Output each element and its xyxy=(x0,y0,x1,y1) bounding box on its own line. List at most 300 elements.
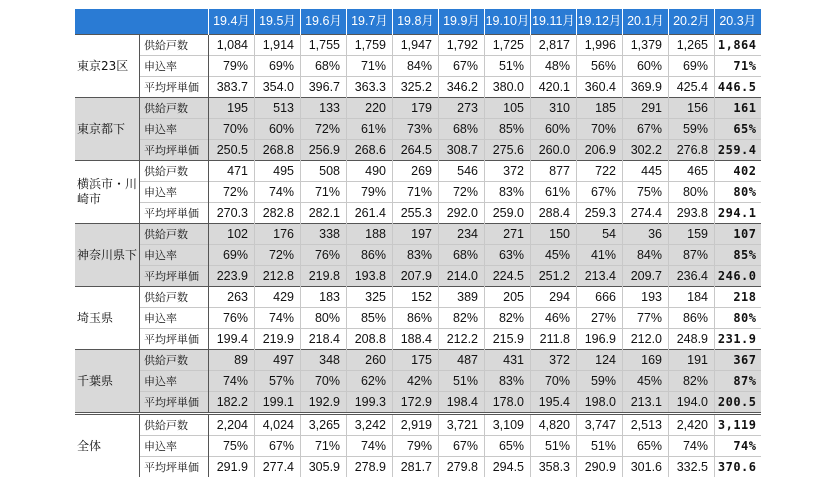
value-cell: 74% xyxy=(255,182,301,203)
value-cell: 72% xyxy=(301,119,347,140)
value-cell: 1,725 xyxy=(485,35,531,56)
value-cell: 75% xyxy=(623,182,669,203)
value-cell: 219.8 xyxy=(301,266,347,287)
value-cell: 383.7 xyxy=(209,77,255,98)
value-cell: 3,109 xyxy=(485,414,531,436)
value-cell: 310 xyxy=(531,98,577,119)
region-label: 東京都下 xyxy=(75,98,140,161)
value-cell: 471 xyxy=(209,161,255,182)
value-cell: 263 xyxy=(209,287,255,308)
value-cell: 67% xyxy=(439,56,485,77)
value-cell: 1,084 xyxy=(209,35,255,56)
value-cell: 195 xyxy=(209,98,255,119)
value-cell: 508 xyxy=(301,161,347,182)
value-cell: 169 xyxy=(623,350,669,371)
value-cell: 1,379 xyxy=(623,35,669,56)
value-cell: 67% xyxy=(439,436,485,457)
value-cell: 199.1 xyxy=(255,392,301,414)
value-cell: 86% xyxy=(347,245,393,266)
value-cell: 156 xyxy=(669,98,715,119)
value-cell: 206.9 xyxy=(577,140,623,161)
value-cell: 213.1 xyxy=(623,392,669,414)
value-cell: 67% xyxy=(255,436,301,457)
value-cell: 1,947 xyxy=(393,35,439,56)
value-cell: 396.7 xyxy=(301,77,347,98)
region-label: 横浜市・川崎市 xyxy=(75,161,140,224)
value-cell: 86% xyxy=(669,308,715,329)
value-cell: 172.9 xyxy=(393,392,439,414)
region-label: 埼玉県 xyxy=(75,287,140,350)
value-cell: 192.9 xyxy=(301,392,347,414)
value-cell: 212.2 xyxy=(439,329,485,350)
value-cell: 87% xyxy=(715,371,761,392)
value-cell: 291.9 xyxy=(209,457,255,478)
metric-label: 平均坪単価 xyxy=(140,77,209,98)
value-cell: 268.6 xyxy=(347,140,393,161)
value-cell: 270.3 xyxy=(209,203,255,224)
value-cell: 429 xyxy=(255,287,301,308)
value-cell: 80% xyxy=(715,182,761,203)
value-cell: 276.8 xyxy=(669,140,715,161)
value-cell: 79% xyxy=(347,182,393,203)
value-cell: 292.0 xyxy=(439,203,485,224)
value-cell: 42% xyxy=(393,371,439,392)
value-cell: 74% xyxy=(715,436,761,457)
value-cell: 107 xyxy=(715,224,761,245)
value-cell: 214.0 xyxy=(439,266,485,287)
value-cell: 207.9 xyxy=(393,266,439,287)
value-cell: 281.7 xyxy=(393,457,439,478)
value-cell: 188 xyxy=(347,224,393,245)
value-cell: 369.9 xyxy=(623,77,669,98)
month-header: 19.10月 xyxy=(485,9,531,35)
value-cell: 1,864 xyxy=(715,35,761,56)
value-cell: 84% xyxy=(623,245,669,266)
metric-label: 供給戸数 xyxy=(140,287,209,308)
value-cell: 208.8 xyxy=(347,329,393,350)
value-cell: 360.4 xyxy=(577,77,623,98)
value-cell: 105 xyxy=(485,98,531,119)
value-cell: 2,420 xyxy=(669,414,715,436)
value-cell: 51% xyxy=(577,436,623,457)
value-cell: 48% xyxy=(531,56,577,77)
value-cell: 82% xyxy=(485,308,531,329)
value-cell: 372 xyxy=(531,350,577,371)
value-cell: 124 xyxy=(577,350,623,371)
value-cell: 70% xyxy=(301,371,347,392)
metric-label: 平均坪単価 xyxy=(140,329,209,350)
value-cell: 46% xyxy=(531,308,577,329)
table-row xyxy=(75,140,761,161)
value-cell: 71% xyxy=(715,56,761,77)
value-cell: 51% xyxy=(531,436,577,457)
value-cell: 259.3 xyxy=(577,203,623,224)
value-cell: 490 xyxy=(347,161,393,182)
value-cell: 259.0 xyxy=(485,203,531,224)
value-cell: 61% xyxy=(531,182,577,203)
value-cell: 246.0 xyxy=(715,266,761,287)
value-cell: 89 xyxy=(209,350,255,371)
value-cell: 282.8 xyxy=(255,203,301,224)
month-header: 19.11月 xyxy=(531,9,577,35)
value-cell: 71% xyxy=(347,56,393,77)
value-cell: 74% xyxy=(255,308,301,329)
value-cell: 3,265 xyxy=(301,414,347,436)
value-cell: 72% xyxy=(255,245,301,266)
header-row xyxy=(75,9,761,35)
value-cell: 495 xyxy=(255,161,301,182)
table-body xyxy=(75,35,761,478)
value-cell: 271 xyxy=(485,224,531,245)
metric-label: 供給戸数 xyxy=(140,161,209,182)
value-cell: 546 xyxy=(439,161,485,182)
value-cell: 175 xyxy=(393,350,439,371)
value-cell: 75% xyxy=(209,436,255,457)
table-row xyxy=(75,414,761,436)
value-cell: 4,820 xyxy=(531,414,577,436)
value-cell: 79% xyxy=(209,56,255,77)
value-cell: 61% xyxy=(347,119,393,140)
value-cell: 3,119 xyxy=(715,414,761,436)
value-cell: 27% xyxy=(577,308,623,329)
month-header: 19.7月 xyxy=(347,9,393,35)
value-cell: 2,513 xyxy=(623,414,669,436)
value-cell: 420.1 xyxy=(531,77,577,98)
month-header: 19.5月 xyxy=(255,9,301,35)
value-cell: 67% xyxy=(623,119,669,140)
metric-label: 申込率 xyxy=(140,56,209,77)
value-cell: 70% xyxy=(577,119,623,140)
value-cell: 51% xyxy=(485,56,531,77)
value-cell: 178.0 xyxy=(485,392,531,414)
value-cell: 80% xyxy=(301,308,347,329)
value-cell: 465 xyxy=(669,161,715,182)
value-cell: 80% xyxy=(669,182,715,203)
value-cell: 212.0 xyxy=(623,329,669,350)
value-cell: 290.9 xyxy=(577,457,623,478)
value-cell: 402 xyxy=(715,161,761,182)
value-cell: 205 xyxy=(485,287,531,308)
value-cell: 74% xyxy=(209,371,255,392)
value-cell: 389 xyxy=(439,287,485,308)
value-cell: 301.6 xyxy=(623,457,669,478)
value-cell: 251.2 xyxy=(531,266,577,287)
value-cell: 68% xyxy=(439,119,485,140)
value-cell: 380.0 xyxy=(485,77,531,98)
value-cell: 60% xyxy=(255,119,301,140)
value-cell: 250.5 xyxy=(209,140,255,161)
value-cell: 69% xyxy=(669,56,715,77)
value-cell: 196.9 xyxy=(577,329,623,350)
value-cell: 86% xyxy=(393,308,439,329)
value-cell: 176 xyxy=(255,224,301,245)
value-cell: 1,792 xyxy=(439,35,485,56)
value-cell: 83% xyxy=(485,182,531,203)
value-cell: 152 xyxy=(393,287,439,308)
value-cell: 87% xyxy=(669,245,715,266)
metric-label: 供給戸数 xyxy=(140,98,209,119)
value-cell: 79% xyxy=(393,436,439,457)
table-row xyxy=(75,371,761,392)
value-cell: 198.0 xyxy=(577,392,623,414)
metric-label: 平均坪単価 xyxy=(140,457,209,478)
value-cell: 84% xyxy=(393,56,439,77)
value-cell: 83% xyxy=(393,245,439,266)
value-cell: 282.1 xyxy=(301,203,347,224)
sales-data-table xyxy=(75,9,761,477)
value-cell: 220 xyxy=(347,98,393,119)
value-cell: 82% xyxy=(669,371,715,392)
value-cell: 325.2 xyxy=(393,77,439,98)
value-cell: 291 xyxy=(623,98,669,119)
value-cell: 288.4 xyxy=(531,203,577,224)
value-cell: 2,817 xyxy=(531,35,577,56)
value-cell: 85% xyxy=(485,119,531,140)
value-cell: 60% xyxy=(623,56,669,77)
value-cell: 77% xyxy=(623,308,669,329)
value-cell: 83% xyxy=(485,371,531,392)
metric-label: 平均坪単価 xyxy=(140,140,209,161)
table-row xyxy=(75,98,761,119)
table-row xyxy=(75,436,761,457)
value-cell: 348 xyxy=(301,350,347,371)
region-label: 東京23区 xyxy=(75,35,140,98)
value-cell: 1,996 xyxy=(577,35,623,56)
month-header: 20.1月 xyxy=(623,9,669,35)
value-cell: 74% xyxy=(347,436,393,457)
value-cell: 73% xyxy=(393,119,439,140)
value-cell: 212.8 xyxy=(255,266,301,287)
value-cell: 211.8 xyxy=(531,329,577,350)
table-row xyxy=(75,119,761,140)
table-row xyxy=(75,329,761,350)
value-cell: 69% xyxy=(255,56,301,77)
value-cell: 85% xyxy=(347,308,393,329)
value-cell: 325 xyxy=(347,287,393,308)
value-cell: 260.0 xyxy=(531,140,577,161)
value-cell: 877 xyxy=(531,161,577,182)
value-cell: 65% xyxy=(485,436,531,457)
value-cell: 370.6 xyxy=(715,457,761,478)
table-row xyxy=(75,182,761,203)
value-cell: 179 xyxy=(393,98,439,119)
corner-cell xyxy=(75,9,140,35)
table-row xyxy=(75,245,761,266)
table-row xyxy=(75,35,761,56)
value-cell: 445 xyxy=(623,161,669,182)
value-cell: 63% xyxy=(485,245,531,266)
value-cell: 274.4 xyxy=(623,203,669,224)
value-cell: 80% xyxy=(715,308,761,329)
value-cell: 41% xyxy=(577,245,623,266)
value-cell: 302.2 xyxy=(623,140,669,161)
value-cell: 372 xyxy=(485,161,531,182)
value-cell: 1,755 xyxy=(301,35,347,56)
value-cell: 308.7 xyxy=(439,140,485,161)
value-cell: 363.3 xyxy=(347,77,393,98)
metric-label: 申込率 xyxy=(140,119,209,140)
region-label: 神奈川県下 xyxy=(75,224,140,287)
metric-label: 供給戸数 xyxy=(140,350,209,371)
value-cell: 72% xyxy=(439,182,485,203)
table-row xyxy=(75,266,761,287)
value-cell: 188.4 xyxy=(393,329,439,350)
value-cell: 294.1 xyxy=(715,203,761,224)
metric-label: 申込率 xyxy=(140,182,209,203)
value-cell: 218.4 xyxy=(301,329,347,350)
metric-label: 平均坪単価 xyxy=(140,392,209,414)
value-cell: 293.8 xyxy=(669,203,715,224)
value-cell: 446.5 xyxy=(715,77,761,98)
value-cell: 59% xyxy=(669,119,715,140)
table-row xyxy=(75,350,761,371)
value-cell: 213.4 xyxy=(577,266,623,287)
value-cell: 59% xyxy=(577,371,623,392)
value-cell: 74% xyxy=(669,436,715,457)
value-cell: 358.3 xyxy=(531,457,577,478)
value-cell: 234 xyxy=(439,224,485,245)
value-cell: 236.4 xyxy=(669,266,715,287)
value-cell: 431 xyxy=(485,350,531,371)
value-cell: 85% xyxy=(715,245,761,266)
value-cell: 161 xyxy=(715,98,761,119)
value-cell: 159 xyxy=(669,224,715,245)
value-cell: 102 xyxy=(209,224,255,245)
metric-label: 供給戸数 xyxy=(140,224,209,245)
value-cell: 183 xyxy=(301,287,347,308)
month-header: 19.9月 xyxy=(439,9,485,35)
month-header: 19.8月 xyxy=(393,9,439,35)
value-cell: 223.9 xyxy=(209,266,255,287)
value-cell: 666 xyxy=(577,287,623,308)
table-row xyxy=(75,308,761,329)
table-row xyxy=(75,224,761,245)
value-cell: 67% xyxy=(577,182,623,203)
value-cell: 195.4 xyxy=(531,392,577,414)
value-cell: 256.9 xyxy=(301,140,347,161)
metric-label: 供給戸数 xyxy=(140,35,209,56)
month-header: 19.6月 xyxy=(301,9,347,35)
value-cell: 51% xyxy=(439,371,485,392)
value-cell: 1,914 xyxy=(255,35,301,56)
metric-label: 平均坪単価 xyxy=(140,203,209,224)
value-cell: 231.9 xyxy=(715,329,761,350)
metric-label: 申込率 xyxy=(140,308,209,329)
metric-label: 供給戸数 xyxy=(140,414,209,436)
value-cell: 3,242 xyxy=(347,414,393,436)
corner-cell xyxy=(140,9,209,35)
value-cell: 305.9 xyxy=(301,457,347,478)
value-cell: 45% xyxy=(623,371,669,392)
value-cell: 60% xyxy=(531,119,577,140)
value-cell: 268.8 xyxy=(255,140,301,161)
metric-label: 申込率 xyxy=(140,436,209,457)
table-row xyxy=(75,161,761,182)
value-cell: 76% xyxy=(301,245,347,266)
value-cell: 71% xyxy=(301,182,347,203)
value-cell: 197 xyxy=(393,224,439,245)
table-row xyxy=(75,457,761,478)
value-cell: 261.4 xyxy=(347,203,393,224)
value-cell: 45% xyxy=(531,245,577,266)
value-cell: 1,265 xyxy=(669,35,715,56)
value-cell: 193.8 xyxy=(347,266,393,287)
value-cell: 259.4 xyxy=(715,140,761,161)
value-cell: 36 xyxy=(623,224,669,245)
value-cell: 191 xyxy=(669,350,715,371)
value-cell: 184 xyxy=(669,287,715,308)
value-cell: 4,024 xyxy=(255,414,301,436)
table-row xyxy=(75,77,761,98)
value-cell: 332.5 xyxy=(669,457,715,478)
value-cell: 54 xyxy=(577,224,623,245)
value-cell: 76% xyxy=(209,308,255,329)
value-cell: 294.5 xyxy=(485,457,531,478)
value-cell: 3,721 xyxy=(439,414,485,436)
value-cell: 264.5 xyxy=(393,140,439,161)
value-cell: 198.4 xyxy=(439,392,485,414)
value-cell: 194.0 xyxy=(669,392,715,414)
value-cell: 3,747 xyxy=(577,414,623,436)
value-cell: 338 xyxy=(301,224,347,245)
value-cell: 72% xyxy=(209,182,255,203)
value-cell: 200.5 xyxy=(715,392,761,414)
table-row xyxy=(75,203,761,224)
value-cell: 218 xyxy=(715,287,761,308)
value-cell: 269 xyxy=(393,161,439,182)
value-cell: 513 xyxy=(255,98,301,119)
value-cell: 133 xyxy=(301,98,347,119)
value-cell: 278.9 xyxy=(347,457,393,478)
value-cell: 367 xyxy=(715,350,761,371)
value-cell: 354.0 xyxy=(255,77,301,98)
value-cell: 2,204 xyxy=(209,414,255,436)
value-cell: 69% xyxy=(209,245,255,266)
value-cell: 199.3 xyxy=(347,392,393,414)
value-cell: 68% xyxy=(301,56,347,77)
value-cell: 425.4 xyxy=(669,77,715,98)
region-label: 千葉県 xyxy=(75,350,140,414)
table-row xyxy=(75,287,761,308)
table-row xyxy=(75,56,761,77)
value-cell: 275.6 xyxy=(485,140,531,161)
value-cell: 279.8 xyxy=(439,457,485,478)
value-cell: 68% xyxy=(439,245,485,266)
metric-label: 申込率 xyxy=(140,245,209,266)
value-cell: 255.3 xyxy=(393,203,439,224)
value-cell: 65% xyxy=(715,119,761,140)
value-cell: 62% xyxy=(347,371,393,392)
value-cell: 219.9 xyxy=(255,329,301,350)
value-cell: 1,759 xyxy=(347,35,393,56)
value-cell: 260 xyxy=(347,350,393,371)
month-header: 19.12月 xyxy=(577,9,623,35)
table-row xyxy=(75,392,761,414)
value-cell: 70% xyxy=(209,119,255,140)
value-cell: 294 xyxy=(531,287,577,308)
value-cell: 57% xyxy=(255,371,301,392)
value-cell: 65% xyxy=(623,436,669,457)
month-header: 20.3月 xyxy=(715,9,761,35)
value-cell: 150 xyxy=(531,224,577,245)
value-cell: 722 xyxy=(577,161,623,182)
value-cell: 70% xyxy=(531,371,577,392)
value-cell: 209.7 xyxy=(623,266,669,287)
value-cell: 346.2 xyxy=(439,77,485,98)
value-cell: 224.5 xyxy=(485,266,531,287)
value-cell: 497 xyxy=(255,350,301,371)
value-cell: 487 xyxy=(439,350,485,371)
